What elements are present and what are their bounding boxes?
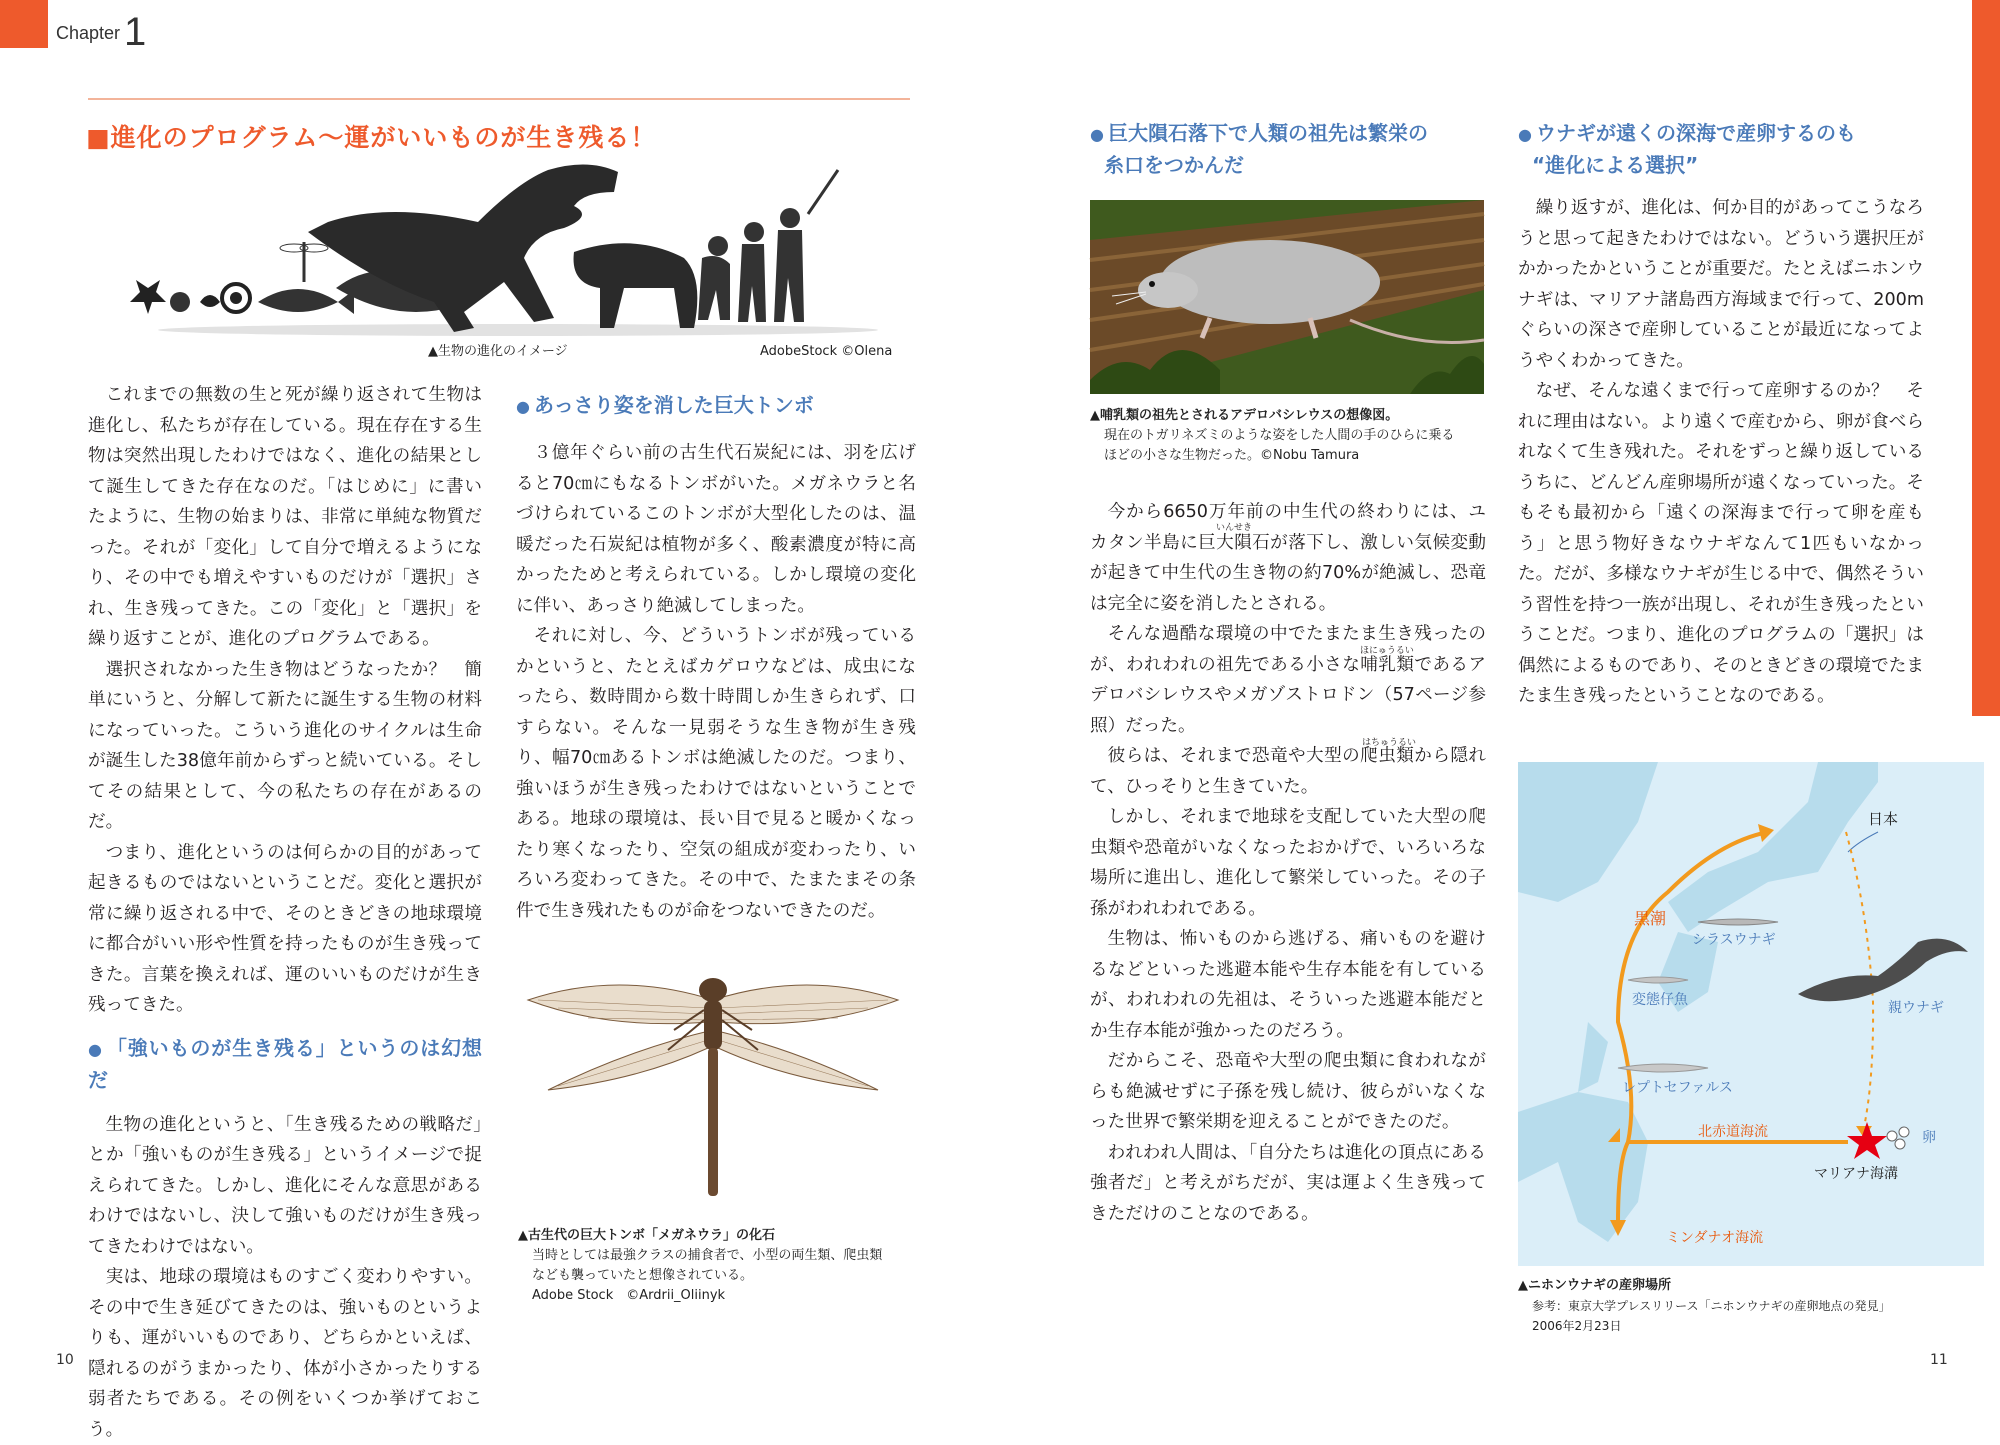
paragraph: 選択されなかった生き物はどうなったか？ 簡単にいうと、分解して新たに誕生する生物の材料になっていった。こういう進化のサイクルは生命が誕生した38億年前からずっと続いている。そしてその結果として、今の私たちの存在があるのだ。: [88, 659, 482, 832]
adelobasileus-illustration: [1090, 200, 1484, 394]
right-column-3: [1090, 497, 1486, 1229]
map-label-larva: 変態仔魚: [1632, 992, 1688, 1008]
map-label-japan: 日本: [1868, 810, 1899, 828]
paragraph: 彼らは、それまで恐竜や大型の爬虫類から隠れて、ひっそりと生きていた。: [1090, 746, 1486, 797]
furigana: ほにゅうるい: [1360, 646, 1414, 656]
paragraph: 生物は、怖いものから逃げる、痛いものを避けるなどといった逃避本能や生存本能を有しているが、われわれの先祖は、そういった逃避本能だとか生存本能が強かったのだろう。: [1090, 929, 1486, 1041]
evolution-illustration: [118, 152, 888, 342]
left-column-1: [88, 380, 482, 1445]
right-column-4: [1518, 193, 1924, 712]
paragraph: 繰り返すが、進化は、何か目的があってこうなろうと思って起きたわけではない。どういう選択圧がかかったかということが重要だ。たとえばニホンウナギは、マリアナ諸島西方海域まで行って、200mぐらいの深さで産卵していることが最近になってようやくわかってきた。: [1518, 198, 1924, 371]
map-label-mindanao: ミンダナオ海流: [1666, 1230, 1764, 1246]
map-label-glass-eel: シラスウナギ: [1692, 932, 1776, 948]
paragraph: 今から6650万年前の中生代の終わりには、ユカタン半島に巨大隕石が落下し、激しい気候変動が起きて中生代の生き物の約70%が絶滅し、恐竜は完全に姿を消したとされる。: [1090, 502, 1486, 614]
figure3-caption: ▲哺乳類の祖先とされるアデロバシレウスの想像図。 現在のトガリネズミのような姿をした人間の手のひらに乗る ほどの小さな生物だった。©Nobu Tamura: [1090, 408, 1455, 463]
paragraph: これまでの無数の生と死が繰り返されて生物は進化し、私たちが存在している。現在存在する生物は突然出現したわけではなく、進化の結果として誕生してきた存在なのだ。「はじめに」に書いたように、生物の始まりは、非常に単純な物質だった。それが「変化」して自分で増えるようになり、その中でも増えやすいものだけが「選択」され、生き残ってきた。この「変化」と「選択」を繰り返すことが、進化のプログラムである。: [88, 385, 482, 649]
chapter-edge-bar: [1972, 0, 2000, 716]
figure1-credit: AdobeStock ©Olena: [760, 344, 893, 359]
chapter-tab: [0, 0, 48, 48]
paragraph: われわれ人間は、「自分たちは進化の頂点にある強者だ」と考えがちだが、実は運よく生き残ってきただけのことなのである。: [1090, 1142, 1486, 1224]
eel-spawning-map: [1518, 762, 1984, 1266]
meganeura-fossil-illustration: [518, 960, 908, 1200]
sub-heading: ● あっさり姿を消した巨大トンボ: [516, 393, 814, 417]
main-heading: ■進化のプログラム～運がいいものが生き残る！: [86, 123, 657, 152]
paragraph: だからこそ、恐竜や大型の爬虫類に食われながらも絶滅せずに子孫を残し続け、彼らがいなくなった世界で繁栄期を迎えることができたのだ。: [1090, 1051, 1486, 1132]
paragraph: 生物の進化というと、「生き残るための戦略だ」とか「強いものが生き残る」というイメージで捉えられてきた。しかし、進化にそんな意思があるわけではないし、決して強いものだけが生き残ってきたわけではない。: [88, 1114, 482, 1257]
map-label-mariana: マリアナ海溝: [1814, 1166, 1898, 1182]
map-label-kuroshio: 黒潮: [1634, 909, 1667, 928]
paragraph: しかし、それまで地球を支配していた大型の爬虫類や恐竜がいなくなったおかげで、いろいろな場所に進出し、進化して繁栄していった。その子孫がわれわれである。: [1090, 807, 1486, 919]
map-caption: ▲ニホンウナギの産卵場所 参考：東京大学プレスリリース「ニホンウナギの産卵地点の発見」 2006年2月23日: [1518, 1278, 1891, 1333]
sub-heading: ● 「強いものが生き残る」というのは幻想だ: [88, 1035, 482, 1092]
sub-heading: ● ウナギが遠くの深海で産卵するのも “進化による選択”: [1518, 121, 1856, 177]
map-label-north-equatorial: 北赤道海流: [1698, 1124, 1768, 1140]
paragraph: なぜ、そんな遠くまで行って産卵するのか？ それに理由はない。より遠くで産むから、卵が食べられなくて生き残れた。それをずっと繰り返しているうちに、どんどん産卵場所が遠くなっていった。そもそも最初から「遠くの深海まで行って卵を産もう」と思う物好きなウナギなんて1匹もいなかった。だが、多様なウナギが生じる中で、偶然そういう習性を持つ一族が出現し、それが生き残ったということだ。つまり、進化のプログラムの「選択」は偶然によるものであり、そのときどきの環境でたまたま生き残ったということなのである。: [1518, 381, 1924, 706]
figure2-caption: ▲古生代の巨大トンボ「メガネウラ」の化石 当時としては最強クラスの捕食者で、小型の両生類、爬虫類 なども襲っていたと想像されている。 Adobe Stock ©Ardrii_Oliinyk: [518, 1228, 883, 1303]
map-label-adult-eel: 親ウナギ: [1888, 1000, 1944, 1016]
paragraph: 実は、地球の環境はものすごく変わりやすい。その中で生き延びてきたのは、強いものというよりも、運がいいものであり、どちらかといえば、隠れるのがうまかったり、体が小さかったりする弱者たちである。その例をいくつか挙げておこう。: [88, 1267, 482, 1440]
furigana: はちゅうるい: [1362, 738, 1417, 748]
page-number-right: 11: [1930, 1352, 1948, 1368]
paragraph: そんな過酷な環境の中でたまたま生き残ったのが、われわれの祖先である小さな哺乳類であるアデロバシレウスやメガゾストロドン（57ページ参照）だった。: [1090, 624, 1486, 736]
map-label-egg: 卵: [1922, 1130, 1936, 1146]
figure1-caption: ▲生物の進化のイメージ: [428, 344, 568, 359]
page-number-left: 10: [56, 1352, 74, 1368]
left-column-2: [516, 390, 916, 926]
section-rule: [88, 98, 910, 100]
map-label-leptocephalus: レプトセファルス: [1622, 1080, 1733, 1096]
chapter-label: Chapter 1: [56, 10, 147, 54]
paragraph: それに対し、今、どういうトンボが残っているかというと、たとえばカゲロウなどは、成虫になったら、数時間から数十時間しか生きられず、口すらない。そんな一見弱そうな生き物が生き残り、幅70㎝あるトンボは絶滅したのだ。つまり、強いほうが生き残ったわけではないということである。地球の環境は、長い目で見ると暖かくなったり寒くなったり、空気の組成が変わったり、いろいろ変わってきた。その中で、たまたまその条件で生き残れたものが命をつないできたのだ。: [516, 626, 916, 921]
paragraph: つまり、進化というのは何らかの目的があって起きるものではないということだ。変化と選択が常に繰り返される中で、そのときどきの地球環境に都合がいい形や性質を持ったものが生き残ってきた。言葉を換えれば、運のいいものだけが生き残ってきた。: [88, 842, 482, 1015]
sub-heading: ● 巨大隕石落下で人類の祖先は繁栄の 糸口をつかんだ: [1090, 121, 1428, 177]
paragraph: ３億年ぐらい前の古生代石炭紀には、羽を広げると70㎝にもなるトンボがいた。メガネウラと名づけられているこのトンボが大型化したのは、温暖だった石炭紀は植物が多く、酸素濃度が特に高かったためと考えられている。しかし環境の変化に伴い、あっさり絶滅してしまった。: [516, 443, 916, 616]
furigana: いんせき: [1216, 523, 1253, 533]
